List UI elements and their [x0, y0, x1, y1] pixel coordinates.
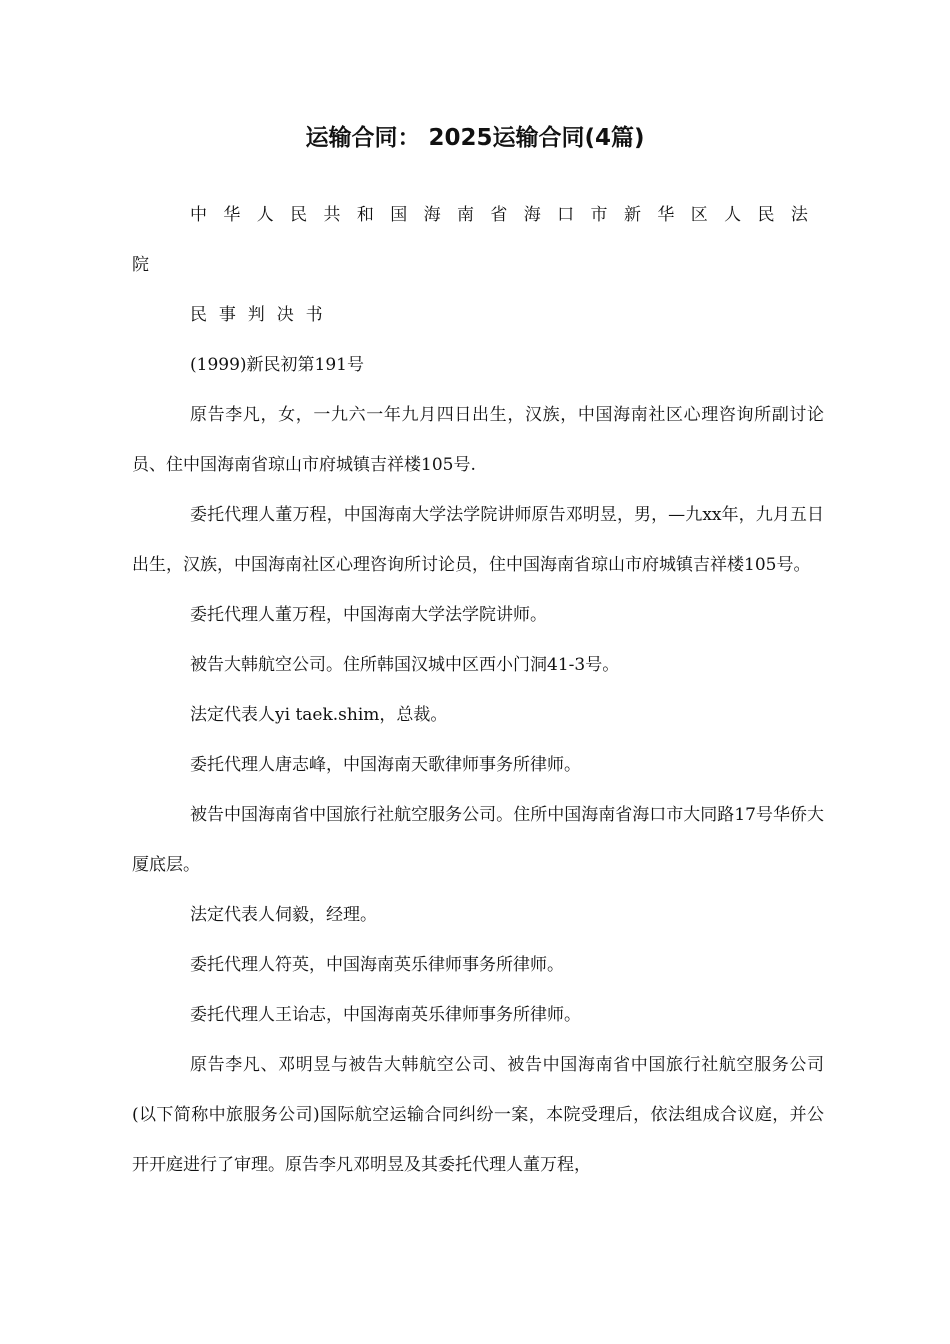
case-number: (1999)新民初第191号 [190, 355, 364, 375]
document-body [132, 190, 824, 1190]
paragraph: 被告大韩航空公司。住所韩国汉城中区西小门洞41-3号。 [190, 655, 620, 675]
paragraph: 被告中国海南省中国旅行社航空服务公司。住所中国海南省海口市大同路17号华侨大厦底层。 [132, 805, 824, 875]
paragraph: 委托代理人王诒志，中国海南英乐律师事务所律师。 [190, 1005, 581, 1025]
paragraph: 委托代理人董万程，中国海南大学法学院讲师原告邓明昱，男，—九xx年，九月五日出生，汉族，中国海南社区心理咨询所讨论员，住中国海南省琼山市府城镇吉祥楼105号。 [132, 505, 824, 575]
paragraph: 委托代理人唐志峰，中国海南天歌律师事务所律师。 [190, 755, 581, 775]
paragraph: 法定代表人yi taek.shim，总裁。 [190, 705, 448, 725]
paragraph: 委托代理人符英，中国海南英乐律师事务所律师。 [190, 955, 564, 975]
document-type: 民事判决书 [190, 305, 335, 325]
paragraph: 原告李凡，女，一九六一年九月四日出生，汉族，中国海南社区心理咨询所副讨论员、住中国海南省琼山市府城镇吉祥楼105号. [132, 405, 824, 475]
paragraph: 原告李凡、邓明昱与被告大韩航空公司、被告中国海南省中国旅行社航空服务公司(以下简称中旅服务公司)国际航空运输合同纠纷一案，本院受理后，依法组成合议庭，并公开开庭进行了审理。原告李凡邓明昱及其委托代理人董万程， [132, 1055, 824, 1175]
paragraph: 法定代表人伺毅，经理。 [190, 905, 377, 925]
court-name: 中华人民共和国海南省海口市新华区人民法院 [132, 205, 824, 275]
document-title: 运输合同： 2025运输合同(4篇) [305, 125, 645, 151]
paragraph: 委托代理人董万程，中国海南大学法学院讲师。 [190, 605, 547, 625]
